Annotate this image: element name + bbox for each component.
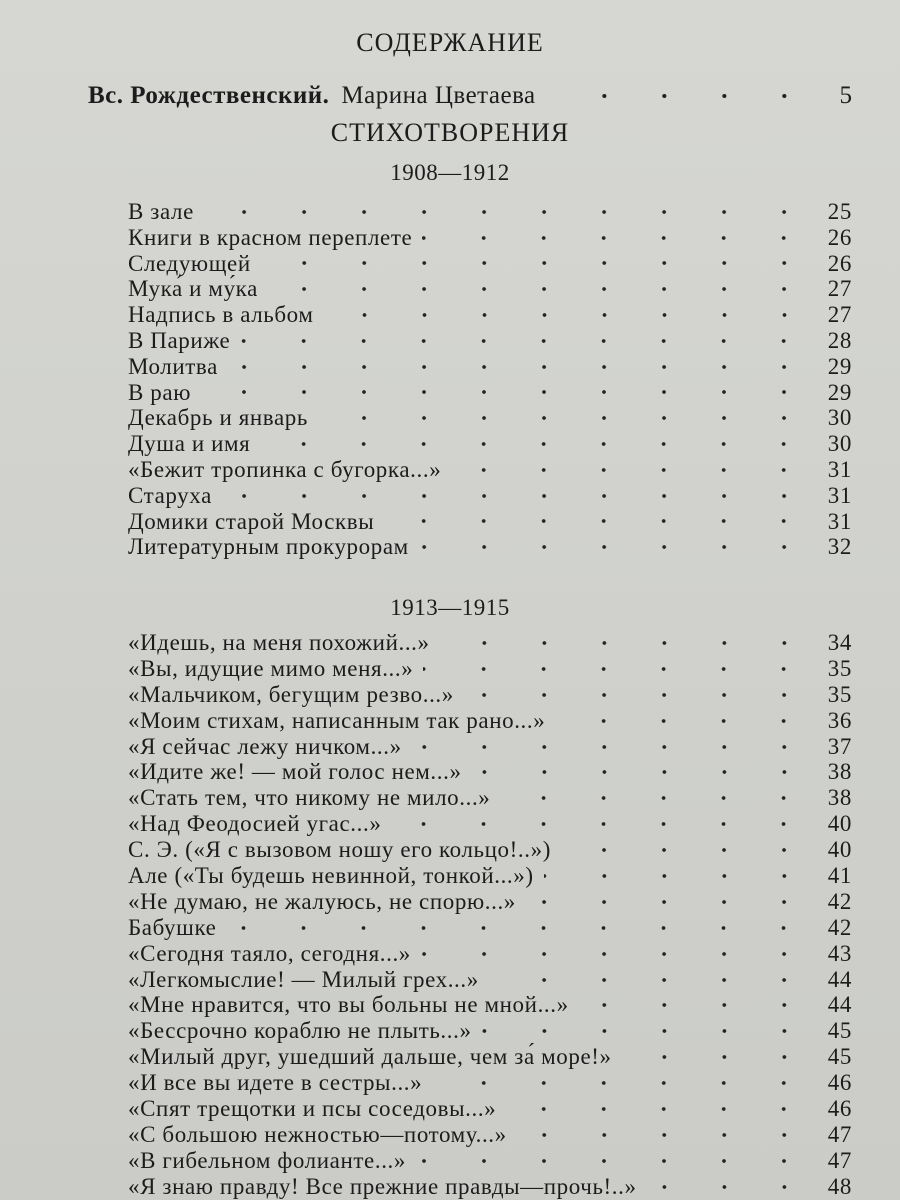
- toc-entry-title: Бабушке: [128, 914, 217, 940]
- toc-entry: [128, 328, 852, 354]
- toc-entry-title: Молитва: [128, 353, 218, 379]
- toc-entry: [128, 483, 852, 509]
- toc-entry: [128, 380, 852, 406]
- dot-leader: [500, 793, 814, 803]
- toc-entry: [128, 509, 852, 535]
- dot-leader: [432, 1078, 814, 1088]
- toc-entry: [128, 734, 852, 760]
- dot-leader: [506, 1104, 814, 1114]
- dot-leader: [472, 767, 814, 777]
- dot-leader: [201, 387, 814, 397]
- toc-entry: [128, 682, 852, 708]
- toc-entry-page-number: 44: [827, 966, 852, 992]
- toc-entry-page-number: 29: [827, 353, 852, 379]
- toc-entry: [128, 837, 852, 863]
- toc-entry-page-number: 46: [827, 1096, 852, 1122]
- toc-entry-page-number: 40: [827, 837, 852, 863]
- dot-leader: [240, 336, 814, 346]
- period-heading-1: 1908—1912: [390, 160, 510, 185]
- dot-leader: [204, 207, 814, 217]
- dot-leader: [440, 638, 814, 648]
- toc-entry-page-number: 38: [827, 759, 852, 785]
- toc-entry-page-number: 47: [827, 1147, 852, 1173]
- toc-entry-title: «С большою нежностью—потому...»: [128, 1121, 507, 1147]
- toc-entry-page-number: 37: [827, 733, 852, 759]
- toc-entry: [128, 1018, 852, 1044]
- toc-list-1913-1915: [128, 630, 852, 1200]
- toc-entry-page-number: 31: [827, 456, 852, 482]
- toc-entry-title: Душа и имя: [128, 431, 251, 457]
- toc-entry-title: «Не думаю, не жалуюсь, не спорю...»: [128, 888, 516, 914]
- dot-leader: [489, 975, 814, 985]
- toc-entry: [128, 302, 852, 328]
- toc-entry-page-number: 47: [827, 1121, 852, 1147]
- toc-entry-page-number: 46: [827, 1070, 852, 1096]
- toc-entry: [128, 534, 852, 560]
- toc-entry-page-number: 31: [827, 482, 852, 508]
- toc-entry-page-number: 42: [827, 914, 852, 940]
- intro-entry: [88, 82, 852, 110]
- toc-entry: [128, 1122, 852, 1148]
- toc-entry-title: «И все вы идете в сестры...»: [128, 1070, 423, 1096]
- toc-entry-page-number: 27: [827, 302, 852, 328]
- toc-entry-title: «Бежит тропинка с бугорка...»: [128, 456, 442, 482]
- toc-entry-title: Надпись в альбом: [128, 302, 314, 328]
- toc-entry-page-number: 38: [827, 785, 852, 811]
- toc-entry-page-number: 30: [827, 431, 852, 457]
- dot-leader: [555, 716, 814, 726]
- toc-entry: [128, 941, 852, 967]
- dot-leader: [579, 1000, 814, 1010]
- toc-entry-title: Мука́ и му́ка: [128, 276, 258, 302]
- dot-leader: [526, 897, 814, 907]
- dot-leader: [622, 1052, 814, 1062]
- toc-entry: [128, 889, 852, 915]
- toc-entry-title: Але («Ты будешь невинной, тонкой...»): [128, 863, 534, 889]
- toc-entry: [128, 1096, 852, 1122]
- toc-entry: [128, 656, 852, 682]
- dot-leader: [560, 91, 814, 101]
- toc-entry-title: Декабрь и январь: [128, 405, 308, 431]
- dot-leader: [451, 465, 814, 475]
- toc-entry-title: «Легкомыслие! — Милый грех...»: [128, 966, 479, 992]
- toc-entry-title: «Я сейчас лежу ничком...»: [128, 733, 402, 759]
- dot-leader: [260, 439, 814, 449]
- period-heading-2: 1913—1915: [390, 595, 510, 620]
- toc-entry-page-number: 26: [827, 250, 852, 276]
- toc-entry-title: «Мальчиком, бегущим резво...»: [128, 681, 454, 707]
- dot-leader: [544, 871, 814, 881]
- toc-entry-title: С. Э. («Я с вызовом ношу его кольцо!..»): [128, 837, 551, 863]
- dot-leader: [268, 284, 814, 294]
- toc-entry-page-number: 48: [827, 1173, 852, 1199]
- dot-leader: [412, 742, 814, 752]
- toc-entry-title: «Я знаю правду! Все прежние правды—прочь!..»: [128, 1173, 637, 1199]
- toc-entry-title: «Идите же! — мой голос нем...»: [128, 759, 462, 785]
- toc-entry-page-number: 35: [827, 681, 852, 707]
- intro-title: Марина Цветаева: [341, 82, 536, 109]
- toc-entry: [128, 1148, 852, 1174]
- toc-entry-title: «Спят трещотки и псы соседовы...»: [128, 1096, 497, 1122]
- toc-entry: [128, 967, 852, 993]
- dot-leader: [391, 819, 814, 829]
- toc-entry-title: Старуха: [128, 482, 212, 508]
- toc-entry: [128, 457, 852, 483]
- toc-entry-title: «Моим стихам, написанным так рано...»: [128, 707, 546, 733]
- dot-leader: [647, 1182, 814, 1192]
- toc-entry-page-number: 35: [827, 655, 852, 681]
- toc-entry-page-number: 30: [827, 405, 852, 431]
- toc-entry: [128, 276, 852, 302]
- toc-list-1908-1912: [128, 199, 852, 560]
- toc-entry: [128, 225, 852, 251]
- toc-entry-title: В зале: [128, 199, 194, 224]
- section-title: СТИХОТВОРЕНИЯ: [330, 118, 570, 147]
- toc-entry: [128, 431, 852, 457]
- toc-entry-title: В Париже: [128, 327, 231, 353]
- toc-entry-title: Литературным прокурорам: [128, 534, 409, 560]
- toc-entry-page-number: 27: [827, 276, 852, 302]
- toc-entry-page-number: 45: [827, 1044, 852, 1070]
- toc-entry-page-number: 44: [827, 992, 852, 1018]
- toc-entry-page-number: 34: [827, 630, 852, 655]
- dot-leader: [318, 413, 814, 423]
- dot-leader: [423, 664, 814, 674]
- toc-entry-title: «Сегодня таяло, сегодня...»: [128, 940, 411, 966]
- toc-entry: [128, 863, 852, 889]
- toc-entry-page-number: 42: [827, 888, 852, 914]
- toc-entry-page-number: 31: [827, 508, 852, 534]
- toc-entry-page-number: 45: [827, 1018, 852, 1044]
- toc-entry: [128, 992, 852, 1018]
- toc-entry: [128, 708, 852, 734]
- toc-entry-title: «Бессрочно кораблю не плыть...»: [128, 1018, 472, 1044]
- toc-entry-title: «Вы, идущие мимо меня...»: [128, 655, 414, 681]
- toc-entry-title: «Над Феодосией угас...»: [128, 811, 382, 837]
- intro-page-number: 5: [839, 82, 852, 109]
- dot-leader: [384, 516, 814, 526]
- toc-entry-page-number: 26: [827, 224, 852, 250]
- toc-entry: [128, 785, 852, 811]
- toc-entry-page-number: 36: [827, 707, 852, 733]
- dot-leader: [226, 923, 814, 933]
- toc-entry-page-number: 29: [827, 379, 852, 405]
- toc-entry-title: Домики старой Москвы: [128, 508, 375, 534]
- toc-entry-title: «В гибельном фолианте...»: [128, 1147, 406, 1173]
- toc-entry: [128, 630, 852, 656]
- dot-leader: [419, 542, 814, 552]
- page-title: СОДЕРЖАНИЕ: [356, 28, 544, 57]
- toc-entry-page-number: 25: [827, 199, 852, 224]
- toc-entry-title: «Стать тем, что никому не мило...»: [128, 785, 491, 811]
- toc-entry: [128, 251, 852, 277]
- dot-leader: [482, 1026, 814, 1036]
- toc-entry: [128, 759, 852, 785]
- toc-entry: [128, 811, 852, 837]
- toc-entry-title: Следующей: [128, 250, 251, 276]
- dot-leader: [421, 949, 814, 959]
- toc-entry-title: «Милый друг, ушедший дальше, чем за́ море!»: [128, 1044, 612, 1070]
- dot-leader: [324, 310, 815, 320]
- dot-leader: [416, 1156, 814, 1166]
- toc-entry-page-number: 41: [827, 863, 852, 889]
- dot-leader: [464, 690, 814, 700]
- toc-entry-title: В раю: [128, 379, 191, 405]
- dot-leader: [261, 258, 814, 268]
- dot-leader: [517, 1130, 814, 1140]
- dot-leader: [228, 362, 814, 372]
- dot-leader: [422, 233, 814, 243]
- toc-entry: [128, 1070, 852, 1096]
- dot-leader: [561, 845, 814, 855]
- dot-leader: [222, 491, 814, 501]
- toc-entry-page-number: 32: [827, 534, 852, 560]
- intro-author: Вс. Рождественский.: [88, 82, 330, 109]
- toc-entry: [128, 405, 852, 431]
- toc-entry-page-number: 40: [827, 811, 852, 837]
- toc-entry: [128, 915, 852, 941]
- toc-entry: [128, 199, 852, 225]
- toc-entry-title: «Мне нравится, что вы больны не мной...»: [128, 992, 569, 1018]
- toc-entry-title: «Идешь, на меня похожий...»: [128, 630, 430, 655]
- toc-entry: [128, 354, 852, 380]
- toc-entry-page-number: 43: [827, 940, 852, 966]
- toc-entry: [128, 1044, 852, 1070]
- toc-entry-title: Книги в красном переплете: [128, 224, 413, 250]
- toc-entry-page-number: 28: [827, 327, 852, 353]
- toc-entry: [128, 1174, 852, 1200]
